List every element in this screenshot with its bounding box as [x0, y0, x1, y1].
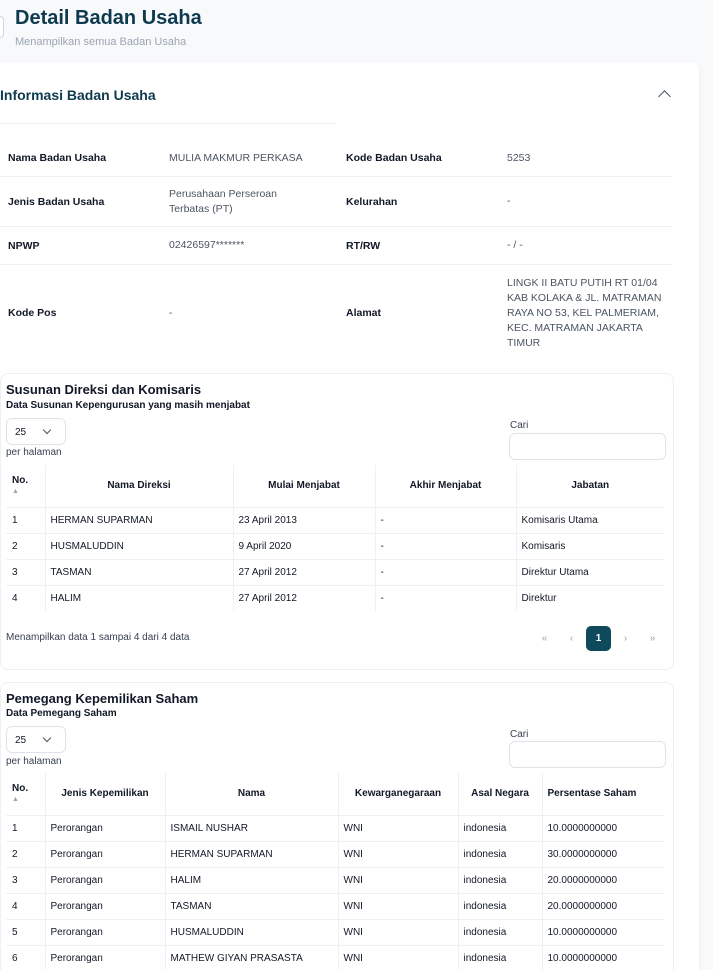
info-label: NPWP [8, 239, 40, 252]
last-page-button[interactable]: » [649, 633, 656, 644]
info-label: Nama Badan Usaha [8, 152, 107, 164]
column-header[interactable]: Jenis Kepemilikan [45, 773, 165, 815]
next-page-button[interactable]: › [623, 633, 628, 644]
table-row: 2 Perorangan HERMAN SUPARMAN WNI indonesia 30.0000000000 [6, 841, 664, 867]
info-label: Kode Pos [8, 307, 57, 319]
pagination [531, 626, 666, 651]
info-value: 02426597******* [169, 239, 245, 251]
table-row: 5 Perorangan HUSMALUDDIN WNI indonesia 10.0000000000 [6, 919, 664, 945]
info-value: - [507, 195, 511, 207]
info-section-title: Informasi Badan Usaha [0, 87, 156, 103]
saham-search-input[interactable] [509, 741, 666, 768]
info-row [0, 177, 672, 227]
per-page-label: per halaman [6, 447, 62, 458]
table-row: 1 Perorangan ISMAIL NUSHAR WNI indonesia 10.0000000000 [6, 815, 664, 841]
section-divider [0, 123, 336, 124]
table-row: 1 HERMAN SUPARMAN 23 April 2013 - Komisaris Utama [6, 507, 664, 533]
page-title: Detail Badan Usaha [15, 7, 202, 29]
info-row [0, 140, 672, 177]
table-row: 3 TASMAN 27 April 2012 - Direktur Utama [6, 559, 664, 585]
page-1-button[interactable]: 1 [586, 626, 611, 651]
table-row: 6 Perorangan MATHEW GIYAN PRASASTA WNI indonesia 10.0000000000 [6, 945, 664, 970]
direksi-table [6, 465, 664, 611]
info-row [0, 265, 672, 361]
saham-description: Data Pemegang Saham [6, 708, 117, 719]
saham-title: Pemegang Kepemilikan Saham [6, 691, 199, 706]
column-header[interactable]: Nama [165, 773, 338, 815]
info-label: Kelurahan [346, 195, 398, 208]
search-label: Cari [510, 729, 529, 740]
info-value: Perusahaan Perseroan Terbatas (PT) [169, 187, 277, 215]
info-label: RT/RW [346, 239, 381, 252]
chevron-down-icon [43, 734, 51, 742]
info-value: - / - [507, 239, 523, 251]
prev-page-button[interactable]: ‹ [569, 633, 574, 644]
sort-up-icon: ▲ [12, 796, 19, 804]
per-page-label: per halaman [6, 756, 62, 767]
saham-per-page-select[interactable] [6, 726, 66, 753]
direksi-description: Data Susunan Kepengurusan yang masih menjabat [6, 400, 250, 411]
column-header-no[interactable]: No. ▲ [6, 465, 45, 507]
info-label: Alamat [346, 307, 382, 319]
per-page-value: 25 [15, 735, 27, 746]
info-label: Kode Badan Usaha [346, 152, 442, 164]
search-label: Cari [510, 420, 529, 431]
direksi-title: Susunan Direksi dan Komisaris [6, 382, 202, 397]
direksi-search-input[interactable] [509, 433, 666, 460]
column-header[interactable]: Asal Negara [458, 773, 542, 815]
table-row: 4 Perorangan TASMAN WNI indonesia 20.0000000000 [6, 893, 664, 919]
column-header[interactable]: Nama Direksi [45, 465, 233, 507]
table-row: 4 HALIM 27 April 2012 - Direktur [6, 585, 664, 611]
page-subtitle: Menampilkan semua Badan Usaha [15, 36, 187, 48]
saham-table [6, 773, 664, 970]
first-page-button[interactable]: « [541, 633, 548, 644]
column-header[interactable]: Akhir Menjabat [375, 465, 516, 507]
column-header[interactable]: Jabatan [516, 465, 664, 507]
back-button[interactable] [0, 16, 4, 38]
info-label: Jenis Badan Usaha [8, 195, 105, 208]
chevron-down-icon [43, 426, 51, 434]
info-value: LINGK II BATU PUTIH RT 01/04 KAB KOLAKA & JL. MATRAMAN RAYA NO 53, KEL PALMERIAM, KEC. MATRAMAN JAKARTA TIMUR [507, 276, 662, 349]
info-value: - [169, 306, 173, 319]
info-value: 5253 [507, 151, 531, 164]
direksi-per-page-select[interactable] [6, 418, 66, 445]
per-page-value: 25 [15, 427, 27, 438]
column-header[interactable]: Mulai Menjabat [233, 465, 375, 507]
sort-up-icon: ▲ [12, 488, 19, 496]
info-value: MULIA MAKMUR PERKASA [169, 151, 303, 164]
column-header-no[interactable]: No. ▲ [6, 773, 45, 815]
table-row: 2 HUSMALUDDIN 9 April 2020 - Komisaris [6, 533, 664, 559]
table-footer-info: Menampilkan data 1 sampai 4 dari 4 data [6, 632, 190, 643]
column-header[interactable]: Persentase Saham [542, 773, 664, 815]
info-row [0, 227, 672, 265]
table-header-row [6, 773, 664, 815]
info-table [0, 140, 672, 361]
table-row: 3 Perorangan HALIM WNI indonesia 20.0000000000 [6, 867, 664, 893]
table-header-row [6, 465, 664, 507]
column-header[interactable]: Kewarganegaraan [338, 773, 458, 815]
